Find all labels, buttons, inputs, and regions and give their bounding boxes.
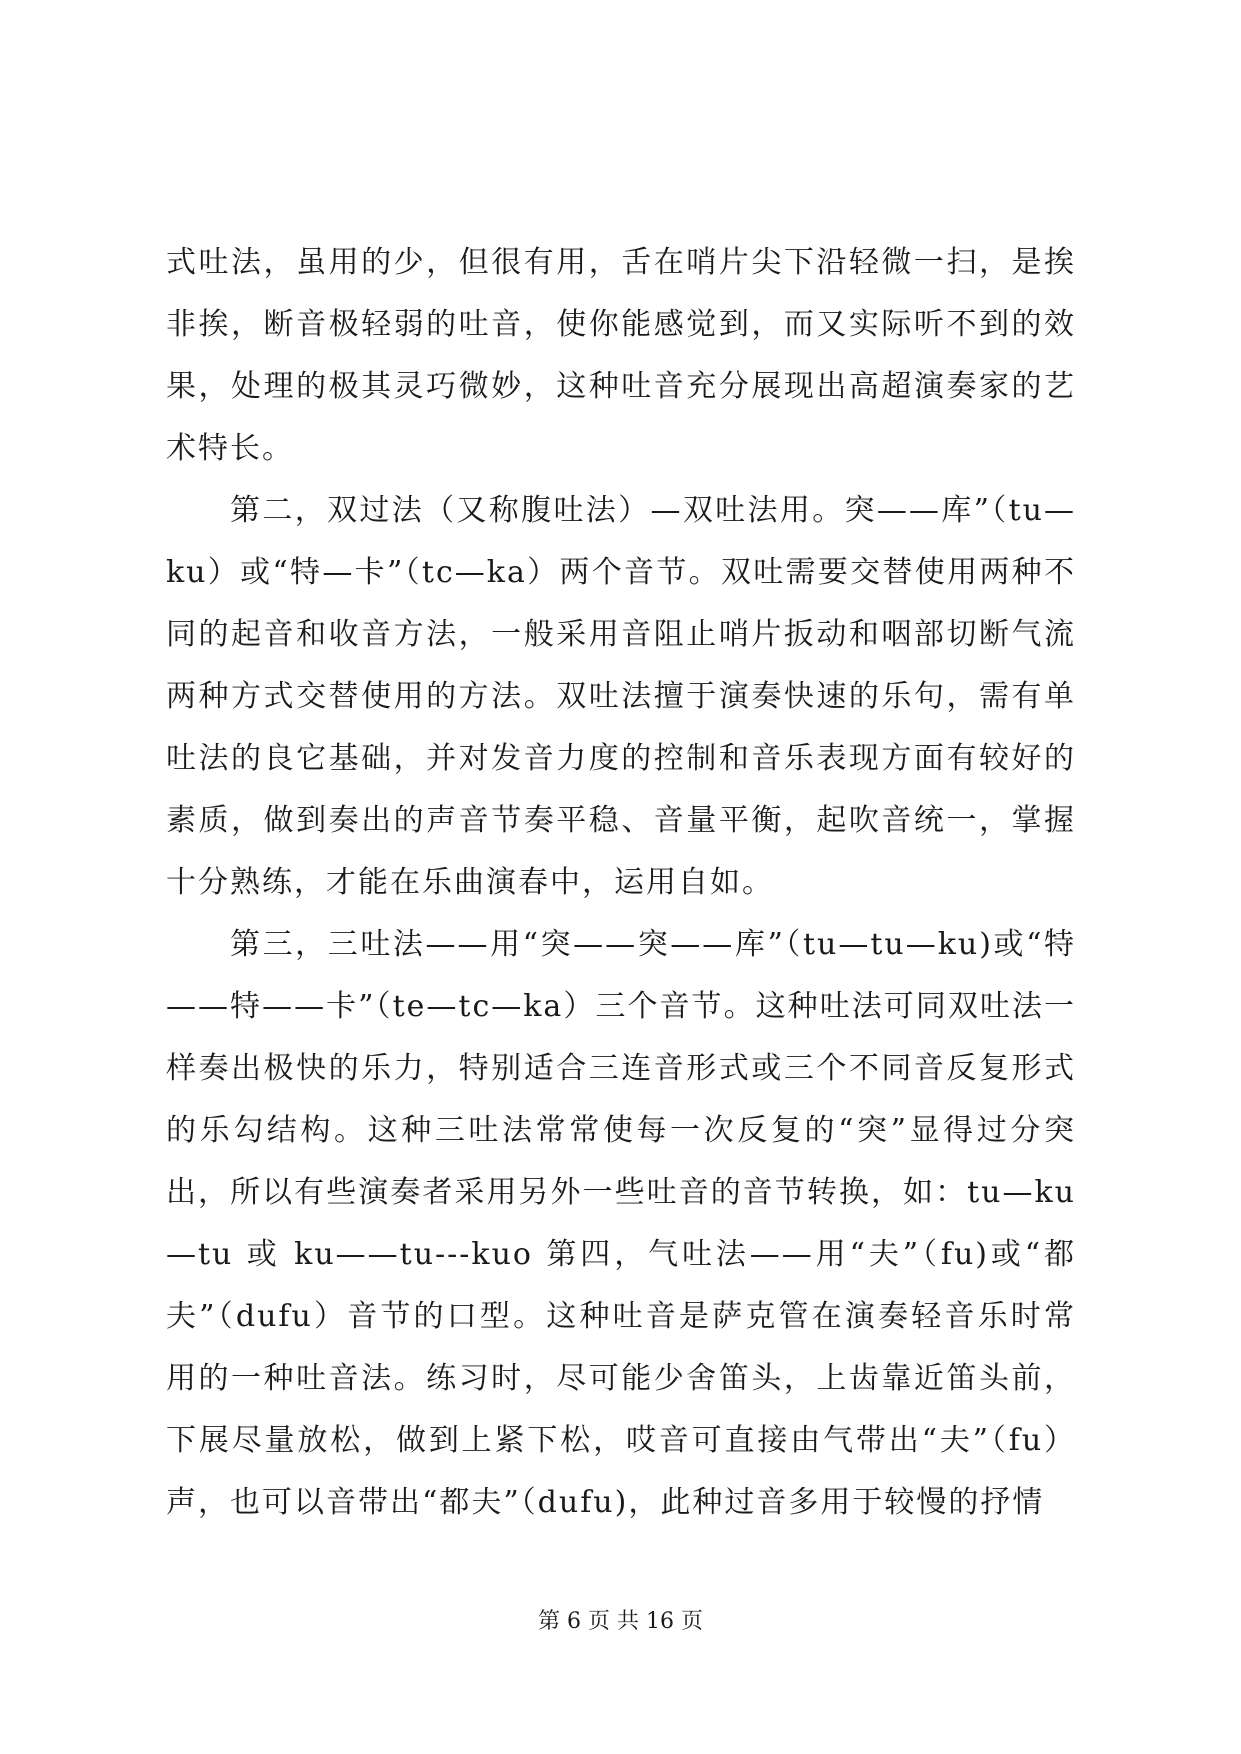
paragraph-continuation: 式吐法，虽用的少，但很有用，舌在哨片尖下沿轻微一扫，是挨非挨，断音极轻弱的吐音，使你能感觉到，而又实际听不到的效果，处理的极其灵巧微妙，这种吐音充分展现出高超演奏家的艺术特长。 bbox=[166, 245, 1076, 466]
page-footer bbox=[0, 1604, 1241, 1635]
paragraph-triple-tonguing: 第三，三吐法——用“突——突——库”（tu—tu—ku)或“特——特——卡”（te—tc—ka）三个音节。这种吐法可同双吐法一样奏出极快的乐力，特别适合三连音形式或三个不同音反复形式的乐勾结构。这种三吐法常常使每一次反复的“突”显得过分突出，所以有些演奏者采用另外一些吐音的音节转换，如：tu—ku—tu 或 ku——tu---kuo 第四，气吐法——用“夫”（fu)或“都夫”（dufu）音节的口型。这种吐音是萨克管在演奏轻音乐时常用的一种吐音法。练习时，尽可能少舍笛头，上齿靠近笛头前，下展尽量放松，做到上紧下松，哎音可直接由气带出“夫”（fu）声，也可以音带出“都夫”（dufu)，此种过音多用于较慢的抒情 bbox=[166, 927, 1076, 1520]
body-text bbox=[166, 232, 1076, 1534]
paragraph-double-tonguing: 第二，双过法（又称腹吐法）—双吐法用。突——库”（tu—ku）或“特—卡”（tc—ka）两个音节。双吐需要交替使用两种不同的起音和收音方法，一般采用音阻止哨片扳动和咽部切断气流两种方式交替使用的方法。双吐法擅于演奏快速的乐句，需有单吐法的良它基础，并对发音力度的控制和音乐表现方面有较好的素质，做到奏出的声音节奏平稳、音量平衡，起吹音统一，掌握十分熟练，才能在乐曲演春中，运用自如。 bbox=[166, 493, 1076, 900]
total-pages-label: 共 16 页 bbox=[617, 1609, 703, 1634]
current-page-label: 第 6 页 bbox=[538, 1609, 610, 1634]
